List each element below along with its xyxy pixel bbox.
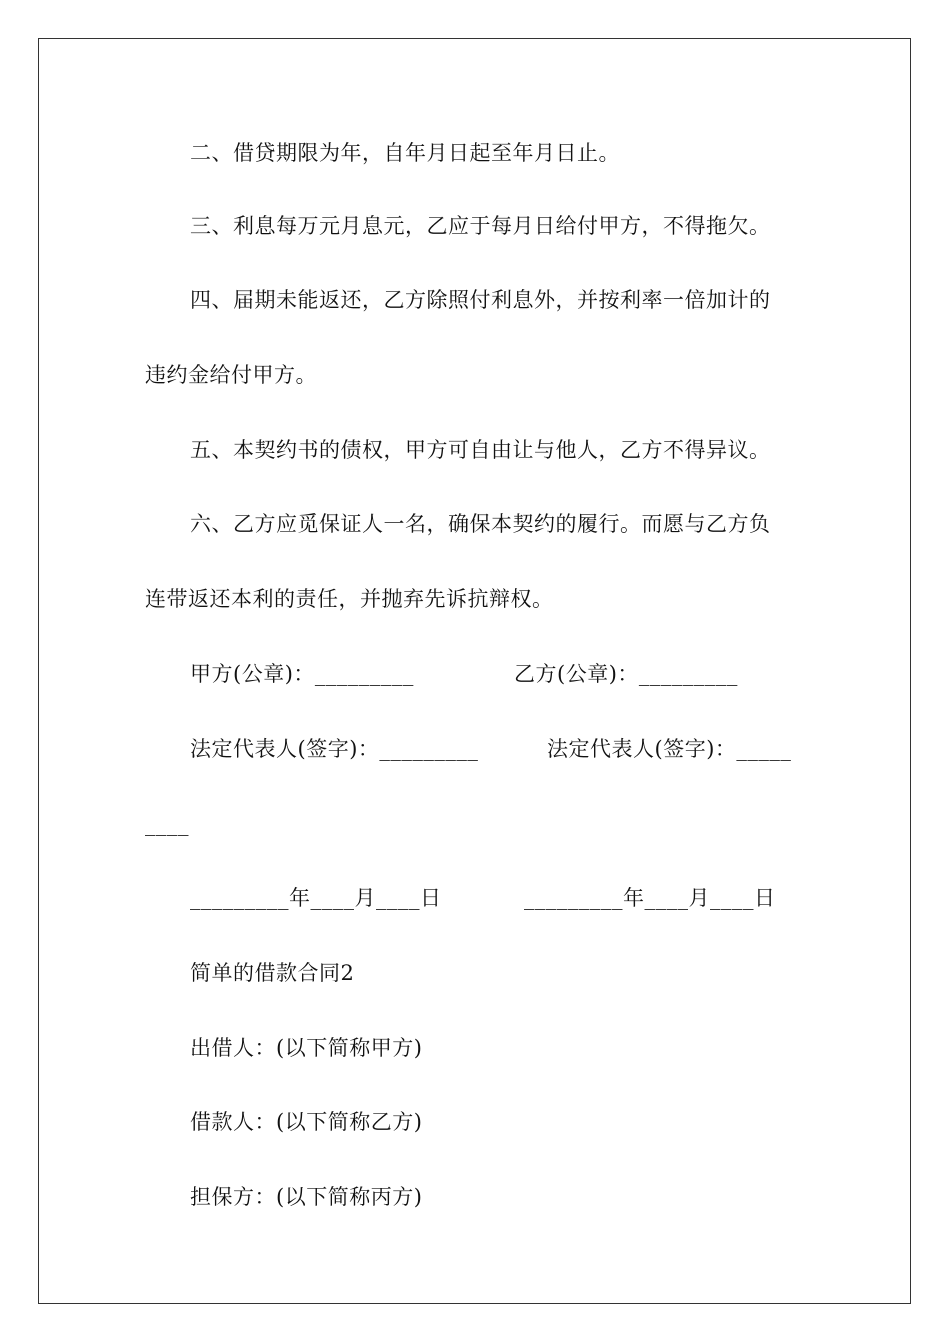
clause-4-line-1: 四、届期未能返还，乙方除照付利息外，并按利率一倍加计的 [190,288,771,312]
party-b-date-field: _________年____月____日 [524,886,776,910]
clause-2: 二、借贷期限为年，自年月日起至年月日止。 [190,141,620,165]
lender-line: 出借人：(以下简称甲方) [190,1036,423,1060]
party-b-representative-field: 法定代表人(签字)：_____ [547,737,792,761]
clause-6-line-1: 六、乙方应觅保证人一名，确保本契约的履行。而愿与乙方负 [190,512,771,536]
contract-2-title: 简单的借款合同2 [190,961,355,985]
party-a-seal-field: 甲方(公章)：_________ [190,662,414,686]
borrower-line: 借款人：(以下简称乙方) [190,1110,423,1134]
clause-3: 三、利息每万元月息元，乙应于每月日给付甲方，不得拖欠。 [190,214,771,238]
clause-6-line-2: 连带返还本利的责任，并抛弃先诉抗辩权。 [145,587,554,611]
party-b-seal-field: 乙方(公章)：_________ [514,662,738,686]
clause-4-line-2: 违约金给付甲方。 [145,363,317,387]
guarantor-line: 担保方：(以下简称丙方) [190,1185,423,1209]
party-b-representative-continuation: ____ [145,812,189,836]
party-a-representative-field: 法定代表人(签字)：_________ [190,737,479,761]
clause-5: 五、本契约书的债权，甲方可自由让与他人，乙方不得异议。 [190,438,771,462]
party-a-date-field: _________年____月____日 [190,886,442,910]
